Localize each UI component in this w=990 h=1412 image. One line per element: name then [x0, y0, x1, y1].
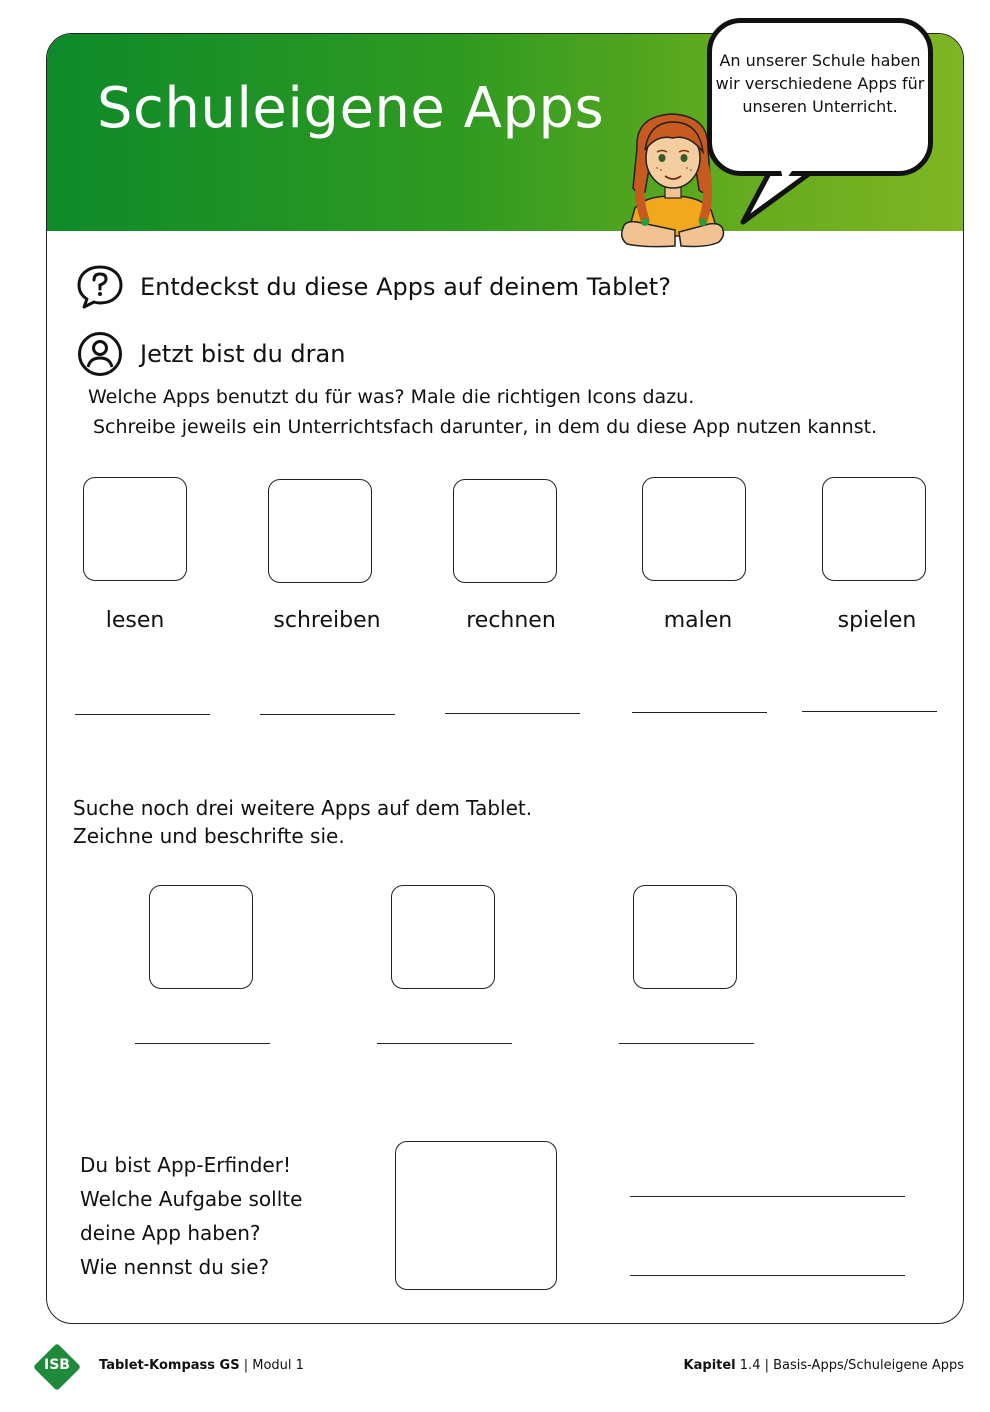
invented-app-name-line[interactable] [630, 1275, 905, 1276]
question-bubble-icon [76, 264, 124, 310]
speech-bubble-text: An unserer Schule haben wir verschiedene Apps für unseren Unterricht. [715, 51, 925, 116]
app-icon-box-schreiben[interactable] [268, 479, 372, 583]
subject-write-line[interactable] [445, 713, 580, 714]
inventor-line-4: Wie nennst du sie? [80, 1255, 270, 1279]
inventor-prompt [80, 1148, 302, 1284]
footer-left [99, 1358, 304, 1373]
question-section [76, 264, 671, 310]
footer-right-rest: 1.4 | Basis-Apps/Schuleigene Apps [735, 1358, 964, 1373]
extra-app-box[interactable] [391, 885, 495, 989]
person-circle-icon [76, 331, 124, 377]
task-heading: Jetzt bist du dran [140, 340, 346, 368]
subject-write-line[interactable] [75, 714, 210, 715]
extra-app-box[interactable] [149, 885, 253, 989]
app-icon-box-malen[interactable] [642, 477, 746, 581]
app-task-label: schreiben [273, 608, 381, 633]
app-task-label: rechnen [466, 608, 556, 633]
instruction-line-2: Schreibe jeweils ein Unterrichtsfach darunter, in dem du diese App nutzen kannst. [93, 416, 878, 438]
invented-app-task-line[interactable] [630, 1196, 905, 1197]
inventor-line-1: Du bist App-Erfinder! [80, 1153, 291, 1177]
subject-write-line[interactable] [802, 711, 937, 712]
extra-app-box[interactable] [633, 885, 737, 989]
app-task-label: spielen [837, 608, 917, 633]
extra-app-name-line[interactable] [619, 1043, 754, 1044]
isb-logo-text: ISB [44, 1357, 70, 1373]
subject-write-line[interactable] [260, 714, 395, 715]
inventor-line-2: Welche Aufgabe sollte [80, 1187, 303, 1211]
app-icon-box-spielen[interactable] [822, 477, 926, 581]
extra-app-name-line[interactable] [377, 1043, 512, 1044]
footer-left-rest: | Modul 1 [239, 1358, 304, 1373]
footer-right-bold: Kapitel [683, 1358, 736, 1373]
footer-left-bold: Tablet-Kompass GS [99, 1358, 240, 1373]
instruction-line-1: Welche Apps benutzt du für was? Male die richtigen Icons dazu. [88, 386, 695, 408]
app-task-label: malen [663, 608, 733, 633]
page-title: Schuleigene Apps [97, 76, 605, 141]
invented-app-box[interactable] [395, 1141, 557, 1290]
more-apps-line-1: Suche noch drei weitere Apps auf dem Tablet. [73, 796, 533, 820]
app-icon-box-lesen[interactable] [83, 477, 187, 581]
inventor-line-3: deine App haben? [80, 1221, 261, 1245]
more-apps-instruction [73, 794, 532, 850]
extra-app-name-line[interactable] [135, 1043, 270, 1044]
app-icon-box-rechnen[interactable] [453, 479, 557, 583]
question-heading: Entdeckst du diese Apps auf deinem Tablet? [140, 273, 671, 301]
task-section [76, 331, 345, 377]
more-apps-line-2: Zeichne und beschrifte sie. [73, 824, 345, 848]
worksheet-card [46, 33, 964, 1324]
subject-write-line[interactable] [632, 712, 767, 713]
app-task-label: lesen [105, 608, 165, 633]
speech-bubble-tail-cover [740, 160, 830, 190]
footer-right [684, 1358, 964, 1373]
